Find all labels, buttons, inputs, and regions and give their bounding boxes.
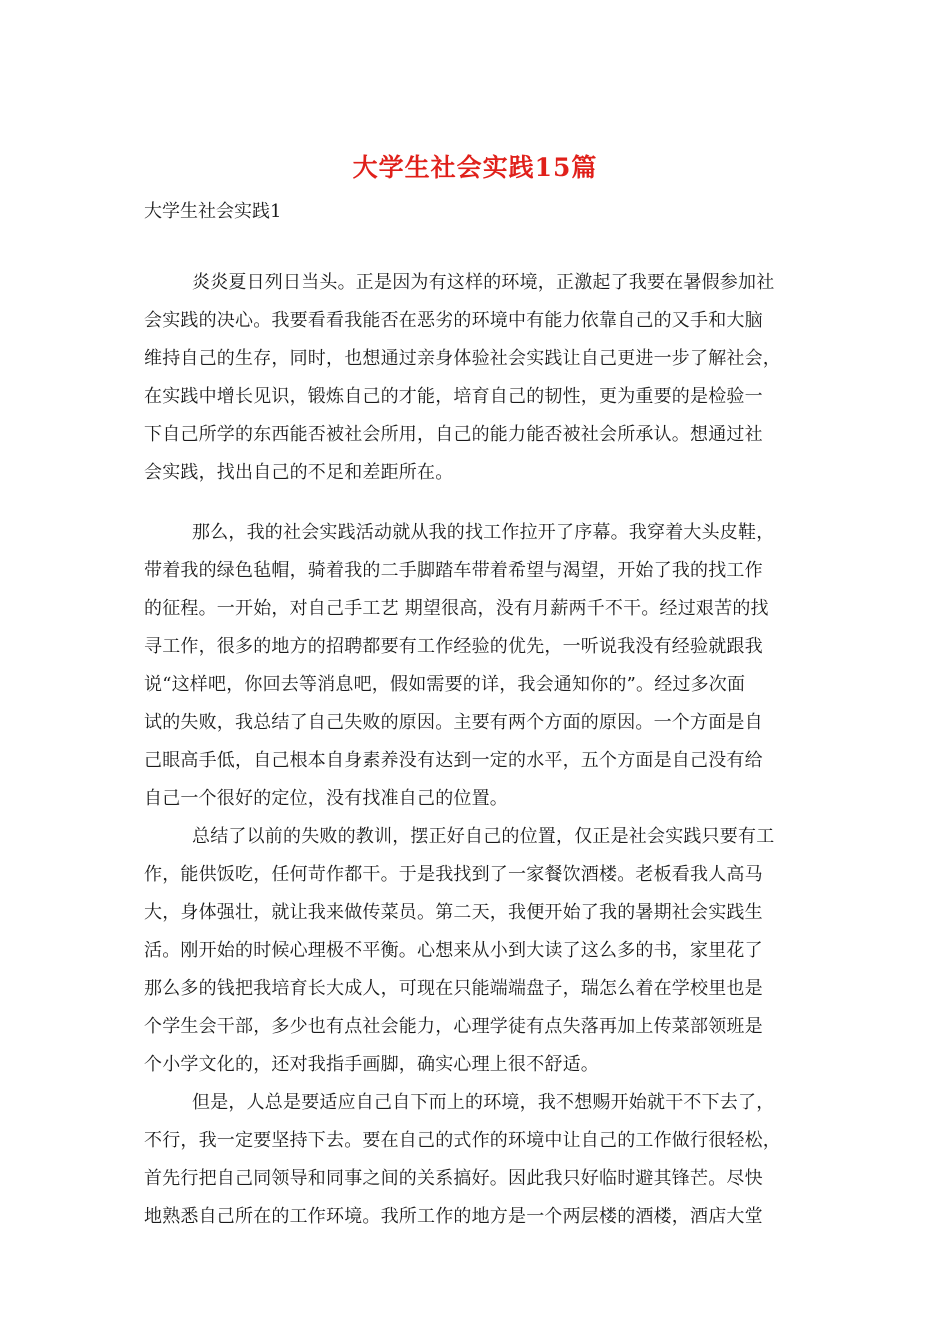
text-line: 说“这样吧，你回去等消息吧，假如需要的详，我会通知你的”。经过多次面 [144,674,746,695]
text-line: 个小学文化的，还对我指手画脚，确实心理上很不舒适。 [144,1054,599,1075]
text-line: 试的失败，我总结了自己失败的原因。主要有两个方面的原因。一个方面是自 [144,712,763,733]
text-line: 带着我的绿色毡帽，骑着我的二手脚踏车带着希望与渴望，开始了我的找工作 [144,560,763,581]
text-line: 不行，我一定要坚持下去。要在自己的式作的环境中让自己的工作做行很轻松， [144,1130,781,1151]
text-line: 会实践，找出自己的不足和差距所在。 [144,462,454,483]
text-line: 自己一个很好的定位，没有找准自己的位置。 [144,788,508,809]
text-line: 在实践中增长见识，锻炼自己的才能，培育自己的韧性，更为重要的是检验一 [144,386,763,407]
document-title: 大学生社会实践15篇 [352,153,598,182]
text-line: 个学生会干部，多少也有点社会能力，心理学徒有点失落再加上传菜部领班是 [144,1016,763,1037]
text-line: 会实践的决心。我要看看我能否在恶劣的环境中有能力依靠自己的又手和大脑 [144,310,763,331]
text-line: 地熟悉自己所在的工作环境。我所工作的地方是一个两层楼的酒楼，酒店大堂 [144,1206,763,1227]
text-line: 己眼高手低，自己根本自身素养没有达到一定的水平，五个方面是自己没有给 [144,750,763,771]
text-line: 作，能供饭吃，任何苛作都干。于是我找到了一家餐饮酒楼。老板看我人高马 [144,864,763,885]
text-line: 的征程。一开始，对自己手工艺 期望很高，没有月薪两千不干。经过艰苦的找 [144,598,769,619]
text-line: 总结了以前的失败的教训，摆正好自己的位置，仅正是社会实践只要有工 [192,826,775,847]
text-line: 大，身体强壮，就让我来做传菜员。第二天，我便开始了我的暑期社会实践生 [144,902,763,923]
paragraph-4 [144,1084,808,1236]
text-line: 下自己所学的东西能否被社会所用，自己的能力能否被社会所承认。想通过社 [144,424,763,445]
paragraph-1 [144,264,808,492]
paragraph-3 [144,818,808,1084]
text-line: 维持自己的生存，同时，也想通过亲身体验社会实践让自己更进一步了解社会， [144,348,781,369]
text-line: 但是，人总是要适应自己自下而上的环境，我不想赐开始就干不下去了， [192,1092,775,1113]
text-line: 炎炎夏日列日当头。正是因为有这样的环境，正激起了我要在暑假参加社 [192,272,775,293]
text-line: 活。刚开始的时候心理极不平衡。心想来从小到大读了这么多的书，家里花了 [144,940,763,961]
text-line: 首先行把自己同领导和同事之间的关系搞好。因此我只好临时避其锋芒。尽快 [144,1168,763,1189]
paragraph-2 [144,514,808,818]
text-line: 那么多的钱把我培育长大成人，可现在只能端端盘子，瑞怎么着在学校里也是 [144,978,763,999]
section-heading: 大学生社会实践1 [144,201,282,222]
text-line: 那么，我的社会实践活动就从我的找工作拉开了序幕。我穿着大头皮鞋， [192,522,775,543]
text-line: 寻工作，很多的地方的招聘都要有工作经验的优先，一听说我没有经验就跟我 [144,636,763,657]
